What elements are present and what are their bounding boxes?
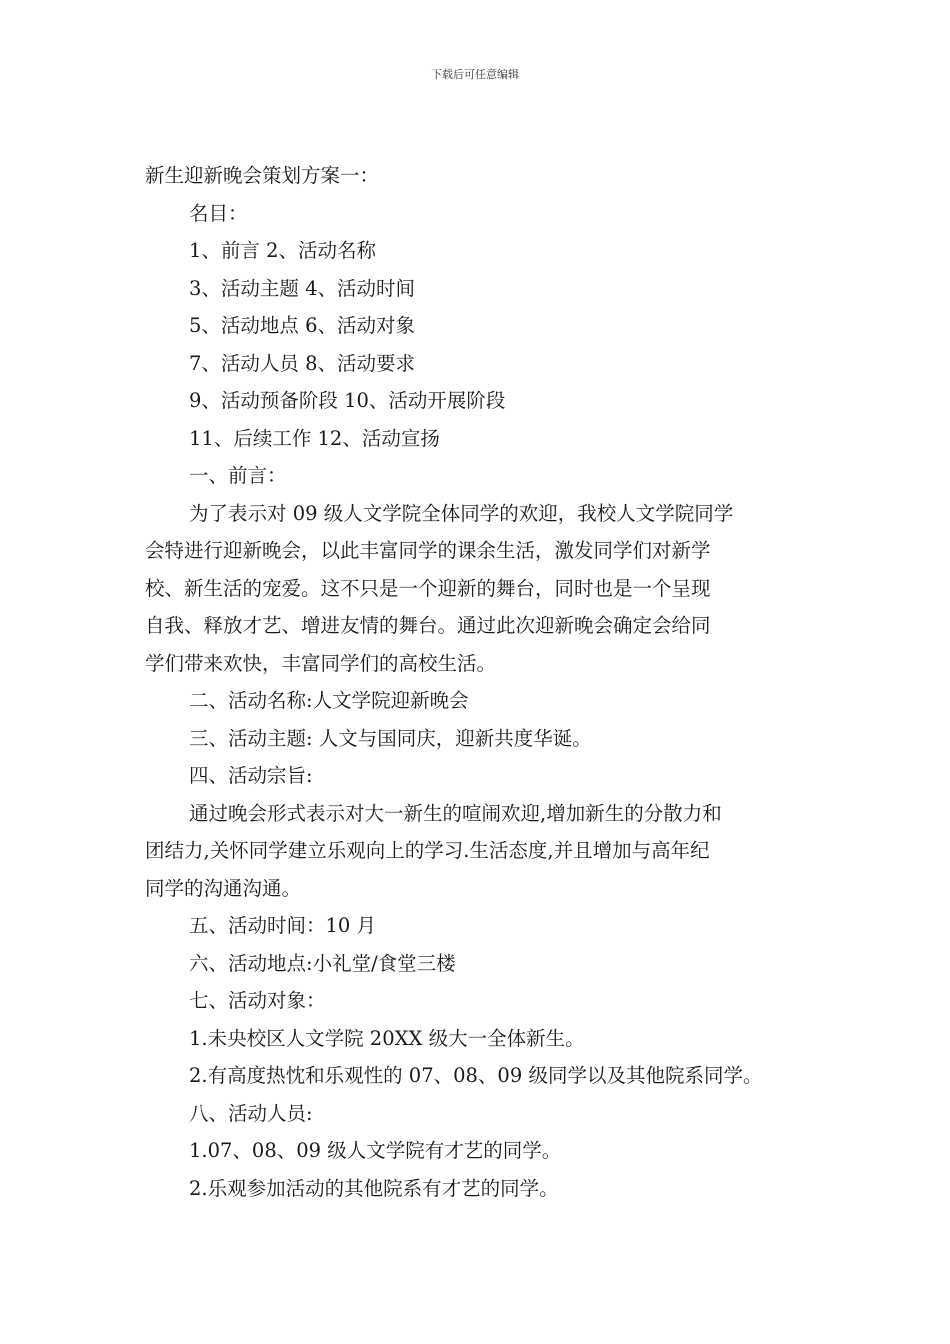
- section-heading: 七、活动对象：: [189, 989, 326, 1012]
- paragraph-line: 为了表示对 09 级人文学院全体同学的欢迎，我校人文学院同学: [189, 501, 734, 525]
- section-activity-name: 二、活动名称:人文学院迎新晚会: [189, 689, 469, 712]
- toc-item: 1、前言 2、活动名称: [189, 239, 377, 262]
- list-item: 1.未央校区人文学院 20XX 级大一全体新生。: [189, 1026, 585, 1050]
- toc-item: 11、后续工作 12、活动宣扬: [189, 426, 440, 450]
- paragraph-line: 团结力,关怀同学建立乐观向上的学习.生活态度,并且增加与高年纪: [145, 839, 710, 862]
- purpose-paragraph: [145, 795, 813, 908]
- section-activity-location: 六、活动地点:小礼堂/食堂三楼: [189, 951, 456, 975]
- section-heading: 四、活动宗旨:: [189, 764, 313, 787]
- toc-item: 7、活动人员 8、活动要求: [189, 351, 416, 375]
- page-header: 下载后可任意编辑: [431, 68, 519, 81]
- list-item: 2.有高度热忱和乐观性的 07、08、09 级同学以及其他院系同学。: [189, 1064, 763, 1087]
- list-item: 1.07、08、09 级人文学院有才艺的同学。: [189, 1139, 562, 1162]
- section-heading: 一、前言：: [189, 464, 287, 487]
- toc-item: 3、活动主题 4、活动时间: [189, 276, 416, 300]
- paragraph-line: 会特进行迎新晚会，以此丰富同学的课余生活，激发同学们对新学: [145, 539, 711, 562]
- section-activity-theme: 三、活动主题: 人文与国同庆，迎新共度华诞。: [189, 726, 592, 750]
- toc-heading: 名目：: [189, 201, 248, 225]
- section-heading: 八、活动人员:: [189, 1101, 313, 1125]
- paragraph-line: 校、新生活的宠爱。这不只是一个迎新的舞台，同时也是一个呈现: [145, 576, 711, 600]
- paragraph-line: 通过晚会形式表示对大一新生的喧闹欢迎,增加新生的分散力和: [189, 801, 722, 825]
- list-item: 2.乐观参加活动的其他院系有才艺的同学。: [189, 1176, 559, 1200]
- paragraph-line: 同学的沟通沟通。: [145, 876, 302, 900]
- section-activity-time: 五、活动时间：10 月: [189, 914, 377, 937]
- paragraph-line: 学们带来欢快，丰富同学们的高校生活。: [145, 651, 497, 675]
- toc-item: 5、活动地点 6、活动对象: [189, 314, 416, 337]
- paragraph-line: 自我、释放才艺、增进友情的舞台。通过此次迎新晚会确定会给同: [145, 614, 711, 637]
- document-title: 新生迎新晚会策划方案一：: [145, 164, 380, 187]
- document-body: [145, 157, 813, 1207]
- preface-paragraph: [145, 495, 813, 683]
- toc-item: 9、活动预备阶段 10、活动开展阶段: [189, 389, 506, 412]
